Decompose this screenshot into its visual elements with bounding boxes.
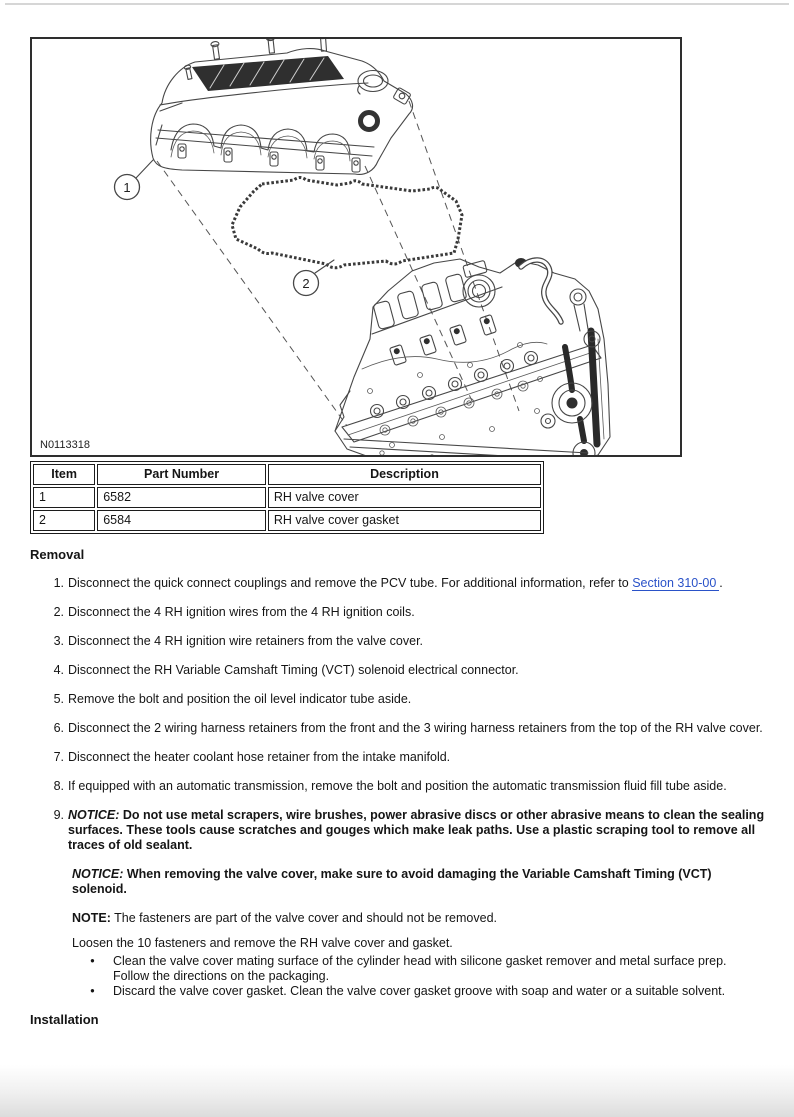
page-top-edge [5,3,789,5]
parts-table-header-row [33,464,541,485]
procedure-text [30,547,765,1027]
note-text: The fasteners are part of the valve cover and should not be removed. [110,911,497,925]
col-header-item: Item [33,464,95,485]
col-header-description: Description [268,464,541,485]
valve-cover-gasket-drawing [232,178,462,268]
figure-id-label: N0113318 [40,439,90,451]
step-text: If equipped with an automatic transmission, remove the bolt and position the automatic transmission fluid fill tube aside. [68,779,727,793]
engine-diagram-frame [30,37,682,457]
step-number: 2. [53,605,64,619]
installation-heading: Installation [30,1012,99,1027]
parts-table [30,461,544,534]
lifting-eye [570,289,588,331]
step-number: 3. [53,634,64,648]
section-310-00-link[interactable]: Section 310-00 [632,576,719,591]
step-text: Disconnect the 4 RH ignition wire retainers from the valve cover. [68,634,424,648]
step-3 [30,634,765,649]
step-6 [30,721,765,736]
part-number-cell: 6582 [97,487,266,508]
step-number: 9. [53,808,64,822]
loosen-paragraph: Loosen the 10 fasteners and remove the RH valve cover and gasket. [72,936,453,950]
step-7 [30,750,765,765]
col-header-part-number: Part Number [97,464,266,485]
bullet-text: Discard the valve cover gasket. Clean the valve cover gasket groove with soap and water or a suitable solvent. [113,984,726,998]
note-label: NOTE: [72,911,111,925]
vct-seal [361,113,378,130]
callout-1 [115,160,154,200]
callout-2-label: 2 [302,276,310,291]
bullet-text: Clean the valve cover mating surface of the cylinder head with silicone gasket remover and metal surface prep. Follow the directions on the packaging. [113,954,727,983]
step-number: 4. [53,663,64,677]
notice-2 [72,867,765,897]
notice-label: NOTICE: [72,867,124,881]
step-text: Disconnect the 4 RH ignition wires from the 4 RH ignition coils. [68,605,415,619]
step-number: 7. [53,750,64,764]
bullet-item [72,984,765,999]
step-1-text-before: Disconnect the quick connect couplings and remove the PCV tube. For additional information, refer to [68,576,633,590]
step-9 [30,808,765,853]
step-1 [30,576,765,591]
step-5 [30,692,765,707]
step-text: Disconnect the 2 wiring harness retainers from the front and the 3 wiring harness retainers from the top of the RH valve cover. [68,721,763,735]
step-number: 8. [53,779,64,793]
bullet-marker: • [90,954,95,968]
projection-leader-lines [157,101,519,426]
step-text: Disconnect the RH Variable Camshaft Timing (VCT) solenoid electrical connector. [68,663,519,677]
engine-diagram [32,39,680,455]
part-number-cell: 6584 [97,510,266,531]
step-text [68,576,765,591]
step-2 [30,605,765,620]
belt-and-pulleys [541,331,604,455]
step-number: 6. [53,721,64,735]
table-row [33,510,541,531]
valve-cover-drawing [151,39,413,174]
fastener-bosses [178,144,360,172]
step-text: Remove the bolt and position the oil level indicator tube aside. [68,692,412,706]
step-4 [30,663,765,678]
description-cell: RH valve cover gasket [268,510,541,531]
oil-filler-cap [358,71,388,95]
callout-1-label: 1 [123,180,131,195]
note [72,911,765,926]
item-cell: 2 [33,510,95,531]
notice-text: Do not use metal scrapers, wire brushes, power abrasive discs or other abrasive means to clean the sealing surfaces. These tools cause scratches and gouges which make leak paths. Use a plastic scraping tool to remove all traces of old sealant. [68,808,765,852]
notice-text: When removing the valve cover, make sure to avoid damaging the Variable Camshaft Timing (VCT) solenoid. [72,867,712,896]
engine-block-drawing [335,258,610,455]
notice-label: NOTICE: [68,808,120,822]
bullet-marker: • [90,984,95,998]
step-text: Disconnect the heater coolant hose retainer from the intake manifold. [68,750,451,764]
step-text [68,808,765,853]
page-bottom-fade [0,1065,794,1117]
step-number: 1. [53,576,64,590]
step-1-text-after: . [719,576,723,590]
removal-steps [30,576,765,853]
step-8 [30,779,765,794]
item-cell: 1 [33,487,95,508]
bullet-item [72,954,765,984]
description-cell: RH valve cover [268,487,541,508]
removal-heading: Removal [30,547,85,562]
table-row [33,487,541,508]
step-number: 5. [53,692,64,706]
